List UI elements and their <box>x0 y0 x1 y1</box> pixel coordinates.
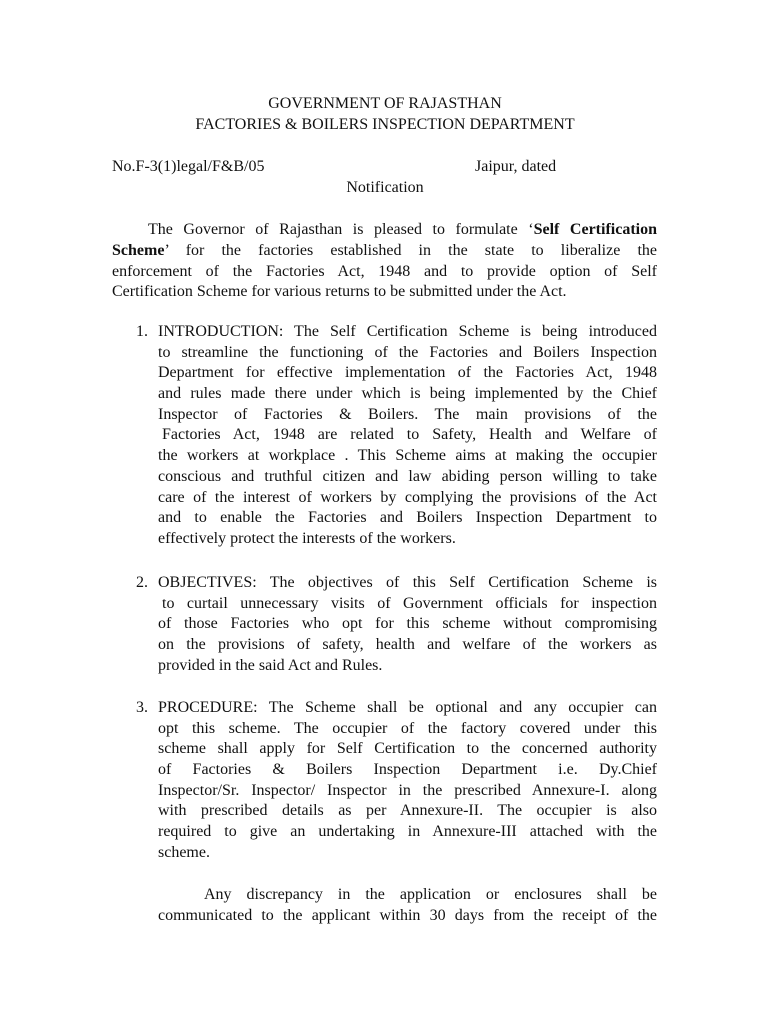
list-item-line: Inspector of Factories & Boilers. The main provisions of the <box>158 405 657 423</box>
list-item-line: of Factories & Boilers Inspection Department i.e. Dy.Chief <box>158 761 657 779</box>
list-item-line: opt this scheme. The occupier of the factory covered under this <box>158 719 657 737</box>
list-item-line: with prescribed details as per Annexure-II. The occupier is also <box>158 802 657 820</box>
list-number: 1. <box>136 323 148 340</box>
reference-line <box>112 157 657 178</box>
reference-number: No.F-3(1)legal/F&B/05 <box>112 158 265 175</box>
list-item-line: provided in the said Act and Rules. <box>158 656 383 674</box>
intro-line: enforcement of the Factories Act, 1948 and to provide option of Self <box>112 262 657 280</box>
scheme-name-bold: Self Certification <box>533 221 657 238</box>
list-item-body <box>158 698 657 864</box>
list-item-line: required to give an undertaking in Annexure-III attached with the <box>158 823 657 841</box>
list-number: 3. <box>136 699 148 716</box>
list-item-line: and to enable the Factories and Boilers Inspection Department to <box>158 509 657 527</box>
header-department: FACTORIES & BOILERS INSPECTION DEPARTMENT <box>195 116 575 133</box>
list-item-line: Factories Act, 1948 are related to Safety, Health and Welfare of <box>162 426 657 444</box>
intro-paragraph <box>112 220 657 303</box>
list-item-line: OBJECTIVES: The objectives of this Self Certification Scheme is <box>158 574 657 591</box>
notification-title: Notification <box>346 179 424 196</box>
list-item-line: and rules made there under which is being implemented by the Chief <box>158 385 657 403</box>
intro-line: Scheme’ for the factories established in the state to liberalize the <box>112 241 657 259</box>
list-item-line: effectively protect the interests of the workers. <box>158 529 456 547</box>
list-item-body <box>158 573 657 676</box>
list-item-line: the workers at workplace . This Scheme aims at making the occupier <box>158 447 657 465</box>
list-item-body <box>158 322 657 550</box>
list-item-line: of those Factories who opt for this scheme without compromising <box>158 615 657 633</box>
header-government: GOVERNMENT OF RAJASTHAN <box>268 95 502 112</box>
list-item-line: INTRODUCTION: The Self Certification Scheme is being introduced <box>158 323 657 340</box>
intro-line: The Governor of Rajasthan is pleased to formulate ‘Self Certification <box>148 221 657 238</box>
paragraph-line: communicated to the applicant within 30 days from the receipt of the <box>158 906 657 924</box>
list-item-line: Inspector/Sr. Inspector/ Inspector in the prescribed Annexure-I. along <box>158 781 657 799</box>
paragraph-line: Any discrepancy in the application or enclosures shall be <box>204 886 657 903</box>
list-item-line: Department for effective implementation of the Factories Act, 1948 <box>158 364 657 382</box>
scheme-name-bold: Scheme <box>112 241 165 259</box>
list-item-line: conscious and truthful citizen and law abiding person willing to take <box>158 467 657 485</box>
list-item-line: on the provisions of safety, health and welfare of the workers as <box>158 636 657 654</box>
list-item-line: to streamline the functioning of the Factories and Boilers Inspection <box>158 343 657 361</box>
intro-line: Certification Scheme for various returns to be submitted under the Act. <box>112 283 567 301</box>
list-item-line: PROCEDURE: The Scheme shall be optional and any occupier can <box>158 699 657 716</box>
list-item-line: scheme. <box>158 843 210 861</box>
list-item-line: care of the interest of workers by complying the provisions of the Act <box>158 488 657 506</box>
list-number: 2. <box>136 574 148 591</box>
list-item-line: to curtail unnecessary visits of Government officials for inspection <box>162 594 657 612</box>
list-item-line: scheme shall apply for Self Certification to the concerned authority <box>158 740 657 758</box>
place-date: Jaipur, dated <box>475 158 557 175</box>
discrepancy-paragraph <box>158 885 657 927</box>
